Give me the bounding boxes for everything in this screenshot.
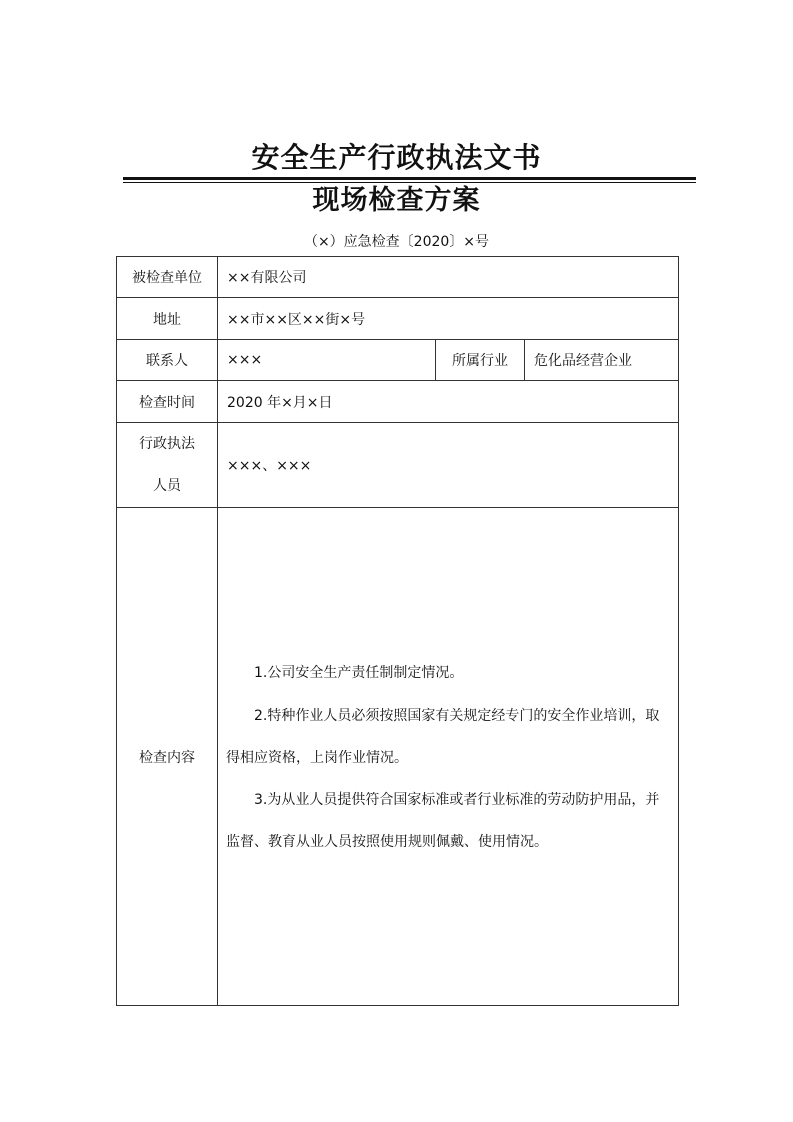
officers-label [117, 423, 218, 508]
row-address [117, 298, 679, 340]
inspection-time-value: 2020 年×月×日 [218, 381, 679, 423]
officers-label-line2: 人员 [153, 478, 181, 494]
row-inspected-unit [117, 257, 679, 298]
document-category-title: 安全生产行政执法文书 [251, 141, 542, 174]
address-label: 地址 [117, 298, 218, 340]
content-item: 1.公司安全生产责任制制定情况。 [254, 664, 464, 681]
inspection-plan-table [116, 256, 679, 1006]
industry-value: 危化品经营企业 [525, 340, 679, 381]
row-officers [117, 423, 679, 508]
row-inspection-content [117, 508, 679, 1006]
officers-value: ×××、××× [218, 423, 679, 508]
row-inspection-time [117, 381, 679, 423]
inspected-unit-label: 被检查单位 [117, 257, 218, 298]
inspection-content-body [218, 508, 679, 1006]
contact-value: ××× [218, 340, 436, 381]
document-number: （×）应急检查〔2020〕×号 [303, 234, 490, 250]
title-divider-thick [123, 177, 696, 180]
content-item: 3.为从业人员提供符合国家标准或者行业标准的劳动防护用品，并监督、教育从业人员按照使用规则佩戴、使用情况。 [226, 791, 660, 850]
officers-label-line1: 行政执法 [139, 436, 195, 452]
address-value: ××市××区××街×号 [218, 298, 679, 340]
industry-label: 所属行业 [436, 340, 525, 381]
document-title: 现场检查方案 [312, 185, 481, 216]
row-contact [117, 340, 679, 381]
inspection-content-label: 检查内容 [117, 508, 218, 1006]
inspected-unit-value: ××有限公司 [218, 257, 679, 298]
contact-label: 联系人 [117, 340, 218, 381]
content-item: 2.特种作业人员必须按照国家有关规定经专门的安全作业培训，取得相应资格，上岗作业情况。 [226, 707, 660, 766]
inspection-time-label: 检查时间 [117, 381, 218, 423]
